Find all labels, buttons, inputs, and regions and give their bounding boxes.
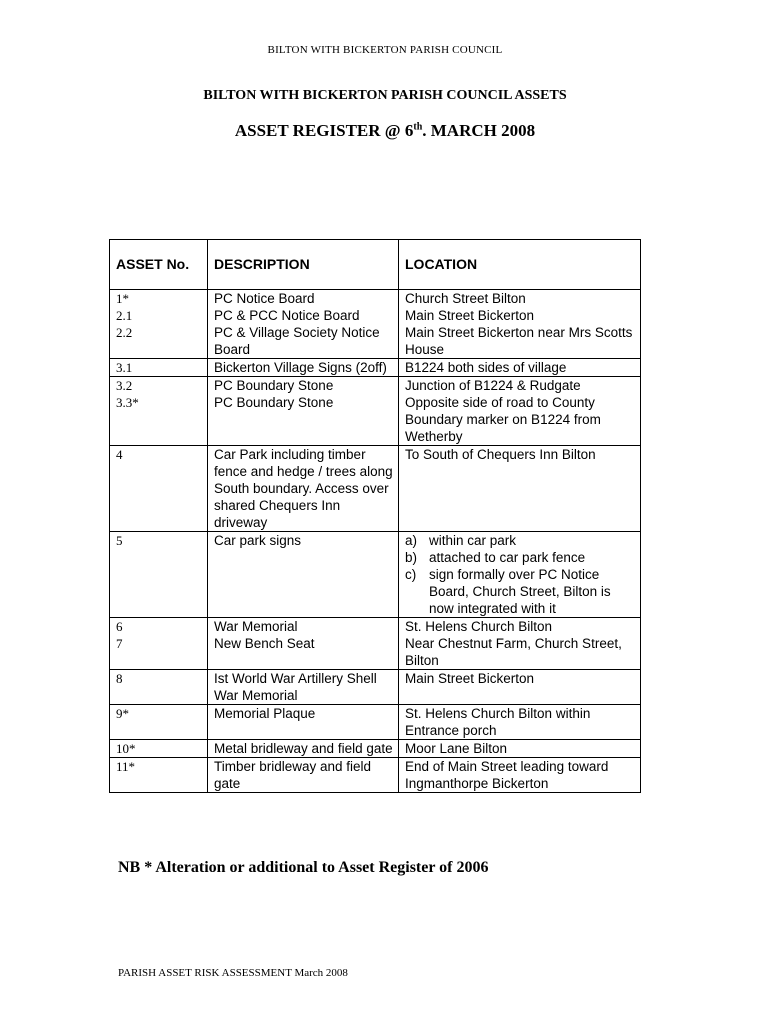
description-cell: Memorial Plaque: [208, 705, 399, 740]
asset-number-cell: 1* 2.1 2.2: [110, 290, 208, 359]
asset-number-cell: 8: [110, 670, 208, 705]
description-cell: War Memorial New Bench Seat: [208, 618, 399, 670]
table-row: [110, 705, 641, 740]
description-cell: PC Notice Board PC & PCC Notice Board PC & Village Society Notice Board: [208, 290, 399, 359]
list-text: within car park: [429, 533, 517, 548]
location-cell: Main Street Bickerton: [399, 670, 641, 705]
location-cell: St. Helens Church Bilton Near Chestnut Farm, Church Street, Bilton: [399, 618, 641, 670]
location-cell: Junction of B1224 & Rudgate Opposite side of road to County Boundary marker on B1224 from Wetherby: [399, 377, 641, 446]
table-body: [110, 290, 641, 793]
column-header-location: LOCATION: [399, 240, 641, 290]
column-header-asset-no: ASSET No.: [110, 240, 208, 290]
description-cell: Ist World War Artillery Shell War Memorial: [208, 670, 399, 705]
location-cell: End of Main Street leading toward Ingmanthorpe Bickerton: [399, 758, 641, 793]
location-cell: To South of Chequers Inn Bilton: [399, 446, 641, 532]
subtitle-suffix: . MARCH 2008: [422, 121, 536, 140]
location-cell: St. Helens Church Bilton within Entrance porch: [399, 705, 641, 740]
document-subtitle: [0, 121, 770, 141]
document-title: BILTON WITH BICKERTON PARISH COUNCIL ASSETS: [203, 88, 567, 103]
list-text: sign formally over PC Notice Board, Church Street, Bilton is now integrated with it: [429, 567, 611, 616]
list-marker: b): [405, 550, 418, 565]
list-text: attached to car park fence: [429, 550, 586, 565]
description-cell: Bickerton Village Signs (2off): [208, 359, 399, 377]
list-marker: a): [405, 533, 418, 548]
table-row: [110, 740, 641, 758]
location-list: [405, 532, 636, 617]
subtitle-superscript: th: [413, 121, 423, 133]
description-cell: Car Park including timber fence and hedge / trees along South boundary. Access over shared Chequers Inn driveway: [208, 446, 399, 532]
table-row: [110, 359, 641, 377]
subtitle-prefix: ASSET REGISTER @ 6: [234, 121, 414, 140]
asset-number-cell: 3.1: [110, 359, 208, 377]
table-row: [110, 446, 641, 532]
description-cell: Timber bridleway and field gate: [208, 758, 399, 793]
list-item: [405, 532, 636, 549]
table-row: [110, 758, 641, 793]
table-row: [110, 670, 641, 705]
list-item: [405, 566, 636, 617]
asset-number-cell: 11*: [110, 758, 208, 793]
table-row: [110, 290, 641, 359]
table-header-row: [110, 240, 641, 290]
description-cell: PC Boundary Stone PC Boundary Stone: [208, 377, 399, 446]
location-cell: Church Street Bilton Main Street Bickerton Main Street Bickerton near Mrs Scotts House: [399, 290, 641, 359]
page-header: BILTON WITH BICKERTON PARISH COUNCIL: [267, 44, 503, 56]
page-footer: PARISH ASSET RISK ASSESSMENT March 2008: [118, 967, 348, 979]
asset-number-cell: 6 7: [110, 618, 208, 670]
table-row: [110, 618, 641, 670]
location-cell: B1224 both sides of village: [399, 359, 641, 377]
table-row: [110, 377, 641, 446]
asset-register-table: [109, 239, 641, 793]
description-cell: Car park signs: [208, 532, 399, 618]
description-cell: Metal bridleway and field gate: [208, 740, 399, 758]
footnote-alteration: NB * Alteration or additional to Asset Register of 2006: [118, 859, 489, 876]
asset-number-cell: 10*: [110, 740, 208, 758]
asset-number-cell: 9*: [110, 705, 208, 740]
list-marker: c): [405, 567, 417, 582]
table-row: [110, 532, 641, 618]
list-item: [405, 549, 636, 566]
asset-number-cell: 5: [110, 532, 208, 618]
location-cell: Moor Lane Bilton: [399, 740, 641, 758]
asset-number-cell: 4: [110, 446, 208, 532]
location-cell: [399, 532, 641, 618]
column-header-description: DESCRIPTION: [208, 240, 399, 290]
asset-number-cell: 3.2 3.3*: [110, 377, 208, 446]
